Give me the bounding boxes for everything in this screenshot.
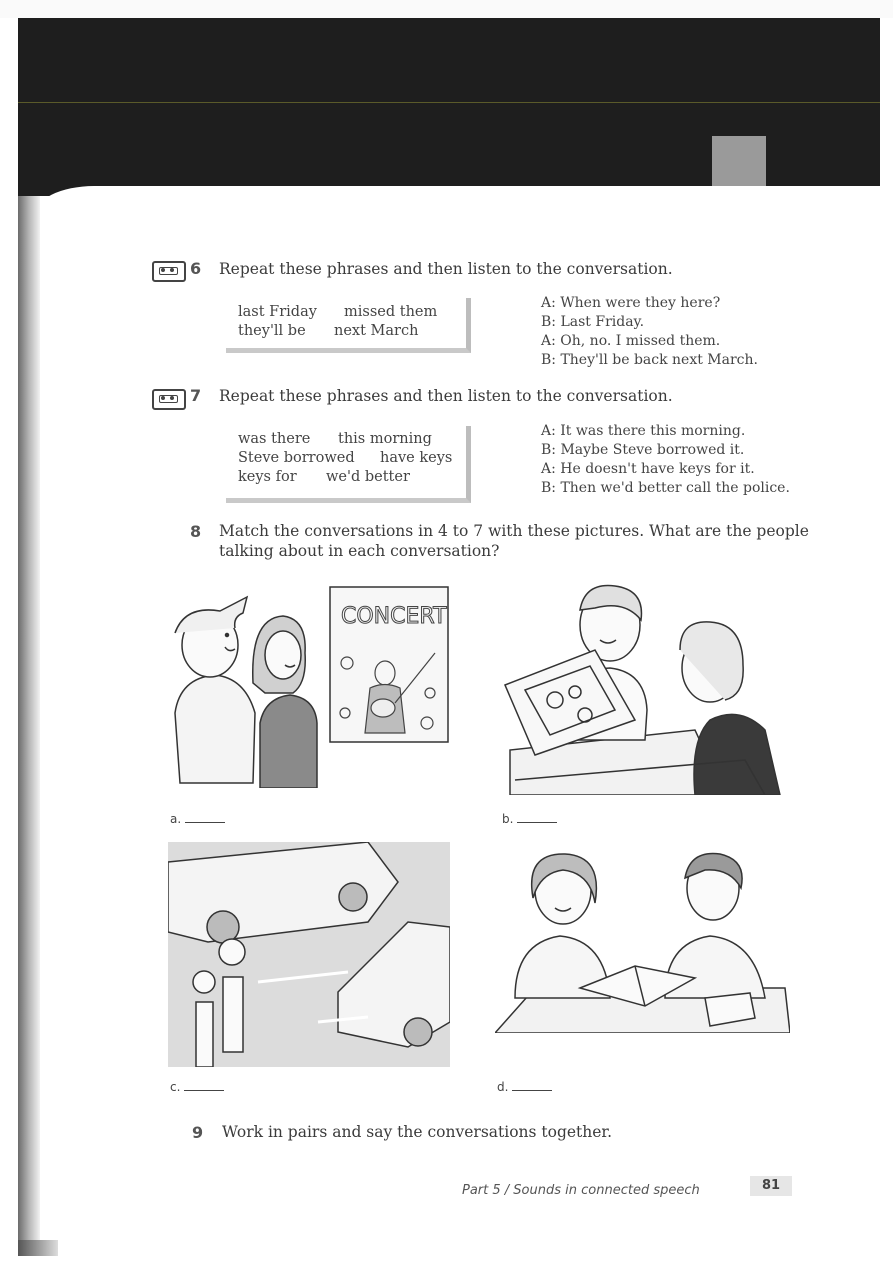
answer-blank[interactable] <box>184 1089 224 1091</box>
exercise-number: 6 <box>190 259 202 278</box>
conversation-line: A: When were they here? <box>541 295 721 311</box>
conversation-line: A: It was there this morning. <box>541 423 746 439</box>
answer-d <box>497 1080 552 1094</box>
picture-c-car-park-illustration <box>168 842 450 1067</box>
answer-blank[interactable] <box>185 821 225 823</box>
cassette-icon <box>152 389 186 410</box>
concert-poster-text: CONCERT <box>341 604 447 629</box>
phrase: was there <box>238 431 311 447</box>
exercise-9-instruction: Work in pairs and say the conversations together. <box>222 1123 613 1141</box>
answer-label: c. <box>170 1080 181 1094</box>
exercise-number: 8 <box>190 522 202 541</box>
scanner-shadow-band <box>18 18 880 196</box>
answer-blank[interactable] <box>517 821 557 823</box>
picture-d-students-studying-illustration <box>495 848 790 1033</box>
picture-a-concert-illustration <box>165 583 455 788</box>
phrase: they'll be <box>238 323 306 339</box>
phrase: this morning <box>338 431 432 447</box>
answer-label: b. <box>502 812 514 826</box>
answer-label: d. <box>497 1080 509 1094</box>
answer-c <box>170 1080 224 1094</box>
phrase: have keys <box>380 450 453 466</box>
page-number: 81 <box>750 1176 792 1196</box>
phrase: next March <box>334 323 419 339</box>
exercise-6-instruction: Repeat these phrases and then listen to the conversation. <box>219 260 673 278</box>
conversation-line: B: Last Friday. <box>541 314 645 330</box>
binding-shadow <box>18 196 40 1256</box>
phrase-box-6 <box>226 298 471 353</box>
phrase-box-7 <box>226 426 471 503</box>
picture-b-photo-album-illustration <box>495 580 785 795</box>
exercise-7-instruction: Repeat these phrases and then listen to the conversation. <box>219 387 673 405</box>
footer-section-title: Part 5 / Sounds in connected speech <box>462 1183 700 1198</box>
exercise-8-instruction-line1: Match the conversations in 4 to 7 with these pictures. What are the people <box>219 522 809 540</box>
phrase: last Friday <box>238 304 317 320</box>
phrase: we'd better <box>326 469 410 485</box>
cassette-icon <box>152 261 186 282</box>
phrase: Steve borrowed <box>238 450 355 466</box>
exercise-number: 7 <box>190 386 202 405</box>
conversation-line: B: They'll be back next March. <box>541 352 758 368</box>
conversation-6 <box>541 294 758 370</box>
phrase: keys for <box>238 469 297 485</box>
exercise-8-instruction-line2: talking about in each conversation? <box>219 542 500 560</box>
scan-edge <box>0 0 893 18</box>
answer-a <box>170 812 225 826</box>
answer-blank[interactable] <box>512 1089 552 1091</box>
conversation-line: B: Then we'd better call the police. <box>541 480 790 496</box>
conversation-line: B: Maybe Steve borrowed it. <box>541 442 745 458</box>
page-curve <box>34 186 880 226</box>
conversation-7 <box>541 422 790 498</box>
phrase: missed them <box>344 304 438 320</box>
exercise-number: 9 <box>192 1123 204 1142</box>
conversation-line: A: Oh, no. I missed them. <box>541 333 721 349</box>
conversation-line: A: He doesn't have keys for it. <box>541 461 755 477</box>
answer-b <box>502 812 557 826</box>
answer-label: a. <box>170 812 182 826</box>
